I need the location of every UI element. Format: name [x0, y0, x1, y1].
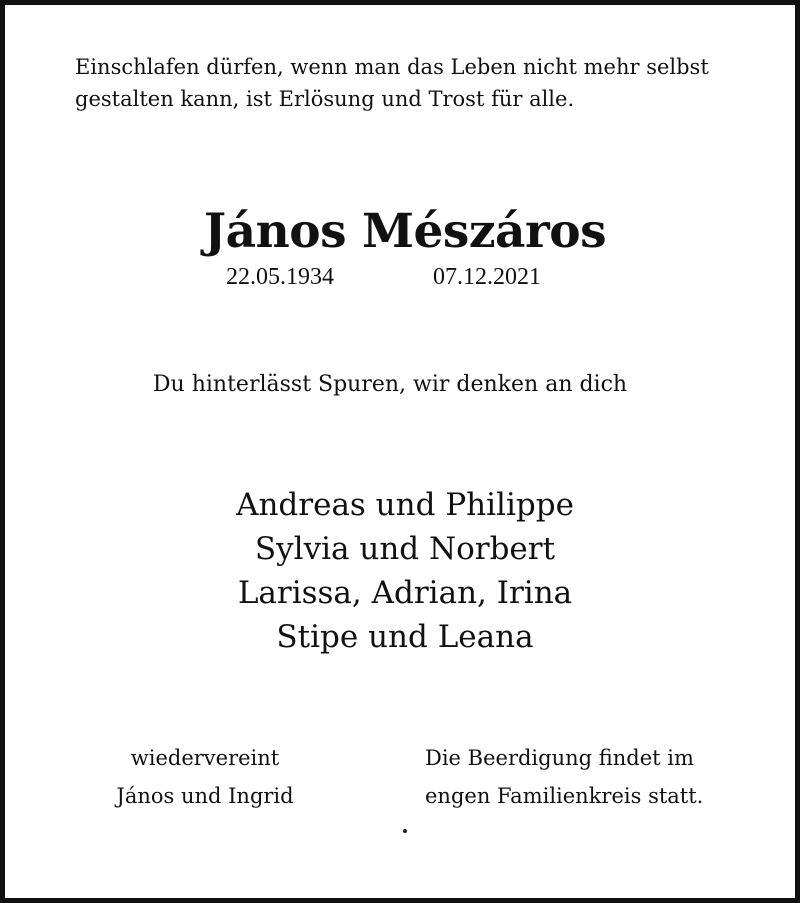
- decorative-dot: [403, 829, 407, 833]
- family-list: [5, 483, 800, 659]
- family-member-line: Sylvia und Norbert: [254, 531, 556, 567]
- family-member-line: Stipe und Leana: [276, 619, 534, 655]
- death-date: 07.12.2021: [433, 264, 541, 290]
- reunited-line: wiedervereint: [130, 746, 280, 770]
- funeral-line: Die Beerdigung findet im: [425, 746, 694, 770]
- birth-date: 22.05.1934: [226, 264, 334, 290]
- memory-line: Du hinterlässt Spuren, wir denken an dich: [152, 372, 628, 397]
- reunited-note: [85, 739, 325, 815]
- family-member-line: Larissa, Adrian, Irina: [237, 575, 573, 611]
- reunited-line: János und Ingrid: [116, 784, 294, 808]
- deceased-name: János Mészáros: [203, 204, 607, 259]
- family-member-line: Andreas und Philippe: [236, 487, 574, 523]
- intro-line: gestalten kann, ist Erlösung und Trost für alle.: [75, 87, 575, 111]
- funeral-note: [425, 739, 745, 815]
- intro-line: Einschlafen dürfen, wenn man das Leben nicht mehr selbst: [75, 55, 709, 79]
- funeral-line: engen Familienkreis statt.: [425, 784, 704, 808]
- intro-quote: [75, 51, 755, 115]
